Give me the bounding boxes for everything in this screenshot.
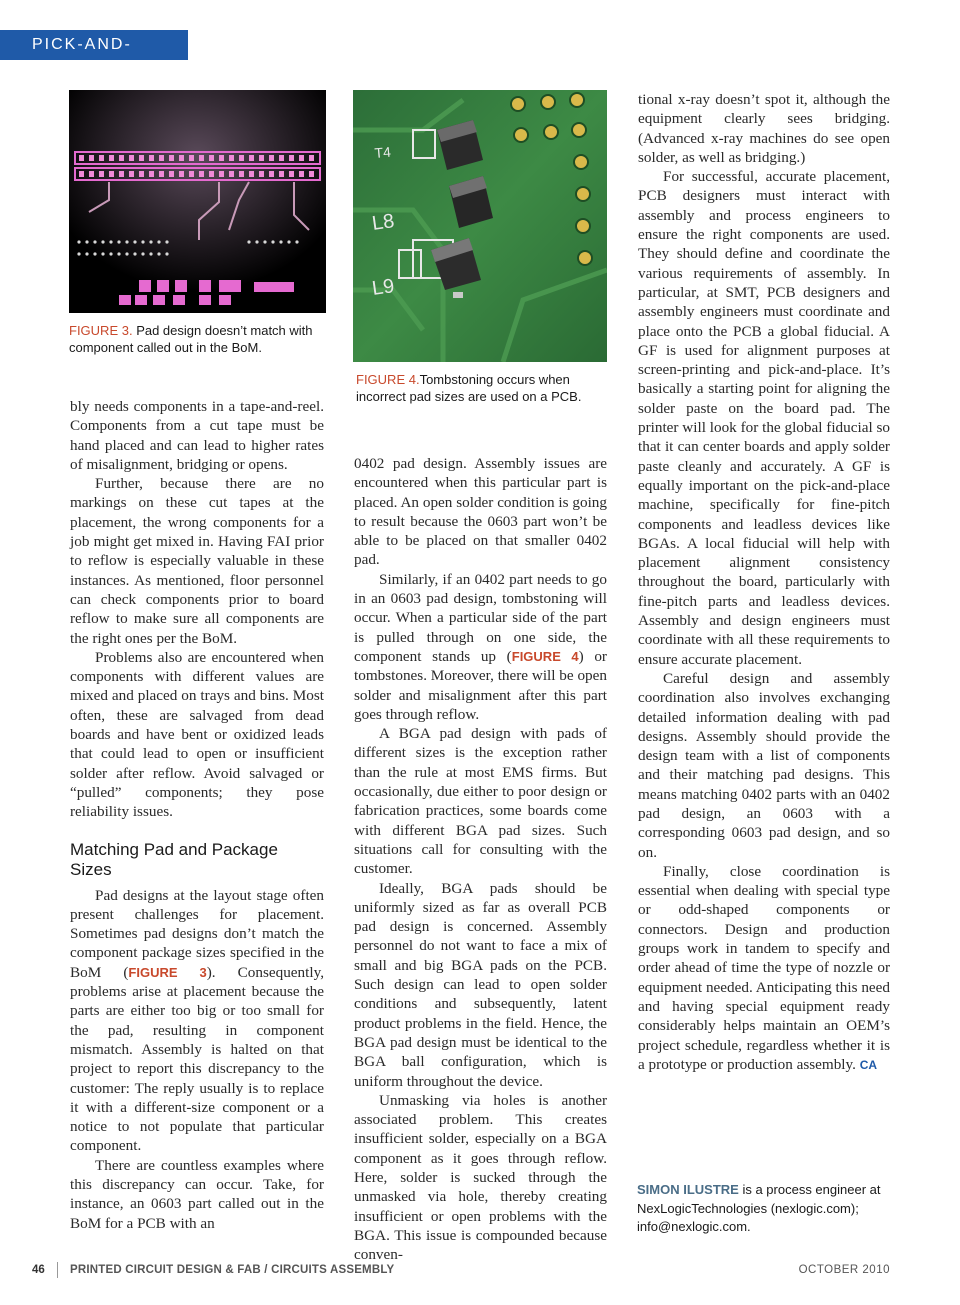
col2-paragraph-1: 0402 pad design. Assembly issues are encountered when this particular part is placed. An open solder condition is going to result because the 0603 part won’t be able to be placed on that smaller 0402 pad. bbox=[354, 455, 607, 569]
col3-paragraph-3: Careful design and assembly coordination also involves exchanging detailed information dealing with pad designs. Assembly should provide the design team with a list of components and their matching pad designs. This means matching 0402 parts with an 0402 pad design, an 0603 with a corresponding 0603 pad design, and so on. bbox=[638, 669, 890, 861]
pad-closeup-image bbox=[69, 90, 326, 313]
silkscreen-t4: T4 bbox=[373, 143, 392, 161]
publication-name: PRINTED CIRCUIT DESIGN & FAB / CIRCUITS ASSEMBLY bbox=[70, 1264, 395, 1276]
column-3 bbox=[638, 90, 890, 1075]
figure-3-photo bbox=[69, 90, 326, 313]
figure-3-text: Pad design doesn’t match with component called out in the BoM. bbox=[69, 323, 313, 355]
col3-paragraph-2: For successful, accurate placement, PCB designers must interact with assembly and process engineers to ensure the right components are used. They should define and coordinate the various requirements of assembly. In particular, at SMT, PCB designers and assembly engineers must coordinate and place onto the PCB a global fiducial. A GF is used for alignment purposes at screen-printing and pick-and-place. It’s basically a starting point for aligning the solder paste on the board pad. The printer will look for the global fiducial so that it can center boards and apply solder paste cleanly and accurately. A GF is equally important on the pick-and-place machine, specifically for fine-pitch components and leadless devices like BGAs. A local fiducial will help with placement alignment consistency throughout the board, particularly with fine-pitch parts and leadless devices. Assembly and design engineers must coordinate with all these requirements to ensure accurate placement. bbox=[638, 168, 890, 668]
figure-4-reference[interactable]: FIGURE 4 bbox=[511, 648, 579, 664]
col2-paragraph-5: Unmasking via holes is another associated problem. This creates insufficient solder, especially on a BGA component as it goes through reflow. Here, solder is sucked through the unmasked via hole, thereby creating insufficient or open problems with the BGA. This issue is compounded because conven- bbox=[354, 1091, 607, 1264]
col2-paragraph-2 bbox=[354, 570, 607, 724]
page-footer bbox=[0, 1262, 960, 1282]
silkscreen-l8: L8 bbox=[370, 210, 396, 235]
author-bio bbox=[637, 1181, 892, 1237]
footer-divider bbox=[57, 1262, 58, 1278]
col1-paragraph-3: Problems also are encountered when components with different values are mixed and placed on trays and bins. Most often, these are salvaged from dead boards and have bent or oxidized leads that could lead to open or insufficient solder after reflow. Avoid salvaged or “pulled” components; they pose reliability issues. bbox=[70, 648, 324, 821]
figure-4-label: FIGURE 4. bbox=[356, 372, 420, 387]
col2-paragraph-2-end: ) or tombstones. Moreover, there will be open solder and misalignment after this part goes through reflow. bbox=[354, 647, 607, 723]
col1-paragraph-4-start: Pad designs at the layout stage often present challenges for placement. Sometimes pad designs don’t match the component package sizes specified in the BoM ( bbox=[70, 886, 324, 981]
col1-paragraph-4-end: ). Consequently, problems arise at placement because the parts are either too big or too small for the pad, resulting in component mismatch. Assembly is halted on that project to report this discrepancy to the customer: The reply usually is to replace it with a different-size component or a notice to not populate that particular component. bbox=[70, 963, 324, 1155]
column-2 bbox=[354, 454, 607, 1264]
issue-date: OCTOBER 2010 bbox=[798, 1264, 890, 1276]
end-mark: CA bbox=[859, 1057, 878, 1072]
col2-paragraph-3: A BGA pad design with pads of different sizes is the exception rather than the rule at most EMS firms. But occasionally, due either to poor design or fabrication practices, some boards come with different BGA pad sizes. Such situations call for consulting with the customer. bbox=[354, 725, 607, 878]
col2-paragraph-2-start: Similarly, if an 0402 part needs to go in an 0603 pad design, tombstoning will occur. When a particular side of the part is pulled through on one side, the component stands up ( bbox=[354, 570, 607, 665]
col2-paragraph-4: Ideally, BGA pads should be uniformly sized as far as overall PCB pad design is concerned. Assembly personnel do not want to face a mix of small and big BGA pads on the PCB. Such design can lead to open solder conditions and subsequently, latent product problems in the field. Hence, the BGA pad design must be identical to the BGA ball configuration, which is uniform throughout the device. bbox=[354, 879, 607, 1090]
figure-3-label: FIGURE 3. bbox=[69, 323, 133, 338]
col3-paragraph-1: tional x-ray doesn’t spot it, although the equipment clearly sees bridging. (Advanced x-ray machines do see open solder, as well as bridging.) bbox=[638, 91, 890, 166]
col3-paragraph-4 bbox=[638, 862, 890, 1075]
figure-4-photo bbox=[353, 90, 607, 362]
page-number: 46 bbox=[32, 1264, 45, 1276]
col3-paragraph-4-text: Finally, close coordination is essential when dealing with special type or odd-shaped components or connectors. Design and production groups work in tandem to specify and order ahead of time the type of nozzle or equipment needed. Anticipating this need and having special equipment ready considerably helps maintain an OEM’s project schedule, regardless whether it is a prototype or production assembly. bbox=[638, 862, 890, 1073]
section-heading: Matching Pad and Package Sizes bbox=[70, 839, 278, 879]
col1-paragraph-5: There are countless examples where this discrepancy can occur. Take, for instance, an 0603 part called out in the BoM for a PCB with an bbox=[70, 1156, 324, 1232]
column-1 bbox=[70, 397, 324, 1233]
tombstoning-board-image bbox=[353, 90, 607, 362]
col1-paragraph-2: Further, because there are no markings on these cut tapes at the placement, the wrong components for a job might get mixed in. Having FAI prior to reflow is especially valuable in these instances. As mentioned, floor personnel can check components prior to board reflow to make sure all components are the right ones per the BoM. bbox=[70, 475, 324, 647]
silkscreen-l9: L9 bbox=[370, 275, 396, 300]
figure-4-text: Tombstoning occurs when incorrect pad sizes are used on a PCB. bbox=[356, 372, 582, 404]
author-name: SIMON ILUSTRE bbox=[637, 1182, 739, 1197]
section-tab: PICK-AND-PLACE bbox=[0, 30, 188, 60]
figure-4-caption bbox=[356, 371, 608, 405]
figure-3-reference[interactable]: FIGURE 3 bbox=[128, 964, 207, 980]
author-bio-text: is a process engineer at NexLogicTechnologies (nexlogic.com); info@nexlogic.com. bbox=[637, 1182, 881, 1234]
figure-3-caption bbox=[69, 322, 329, 356]
col1-paragraph-4 bbox=[70, 886, 324, 1156]
col1-paragraph-1: bly needs components in a tape-and-reel. Components from a cut tape must be hand placed and can lead to higher rates of misalignment, bridging or opens. bbox=[70, 398, 324, 473]
